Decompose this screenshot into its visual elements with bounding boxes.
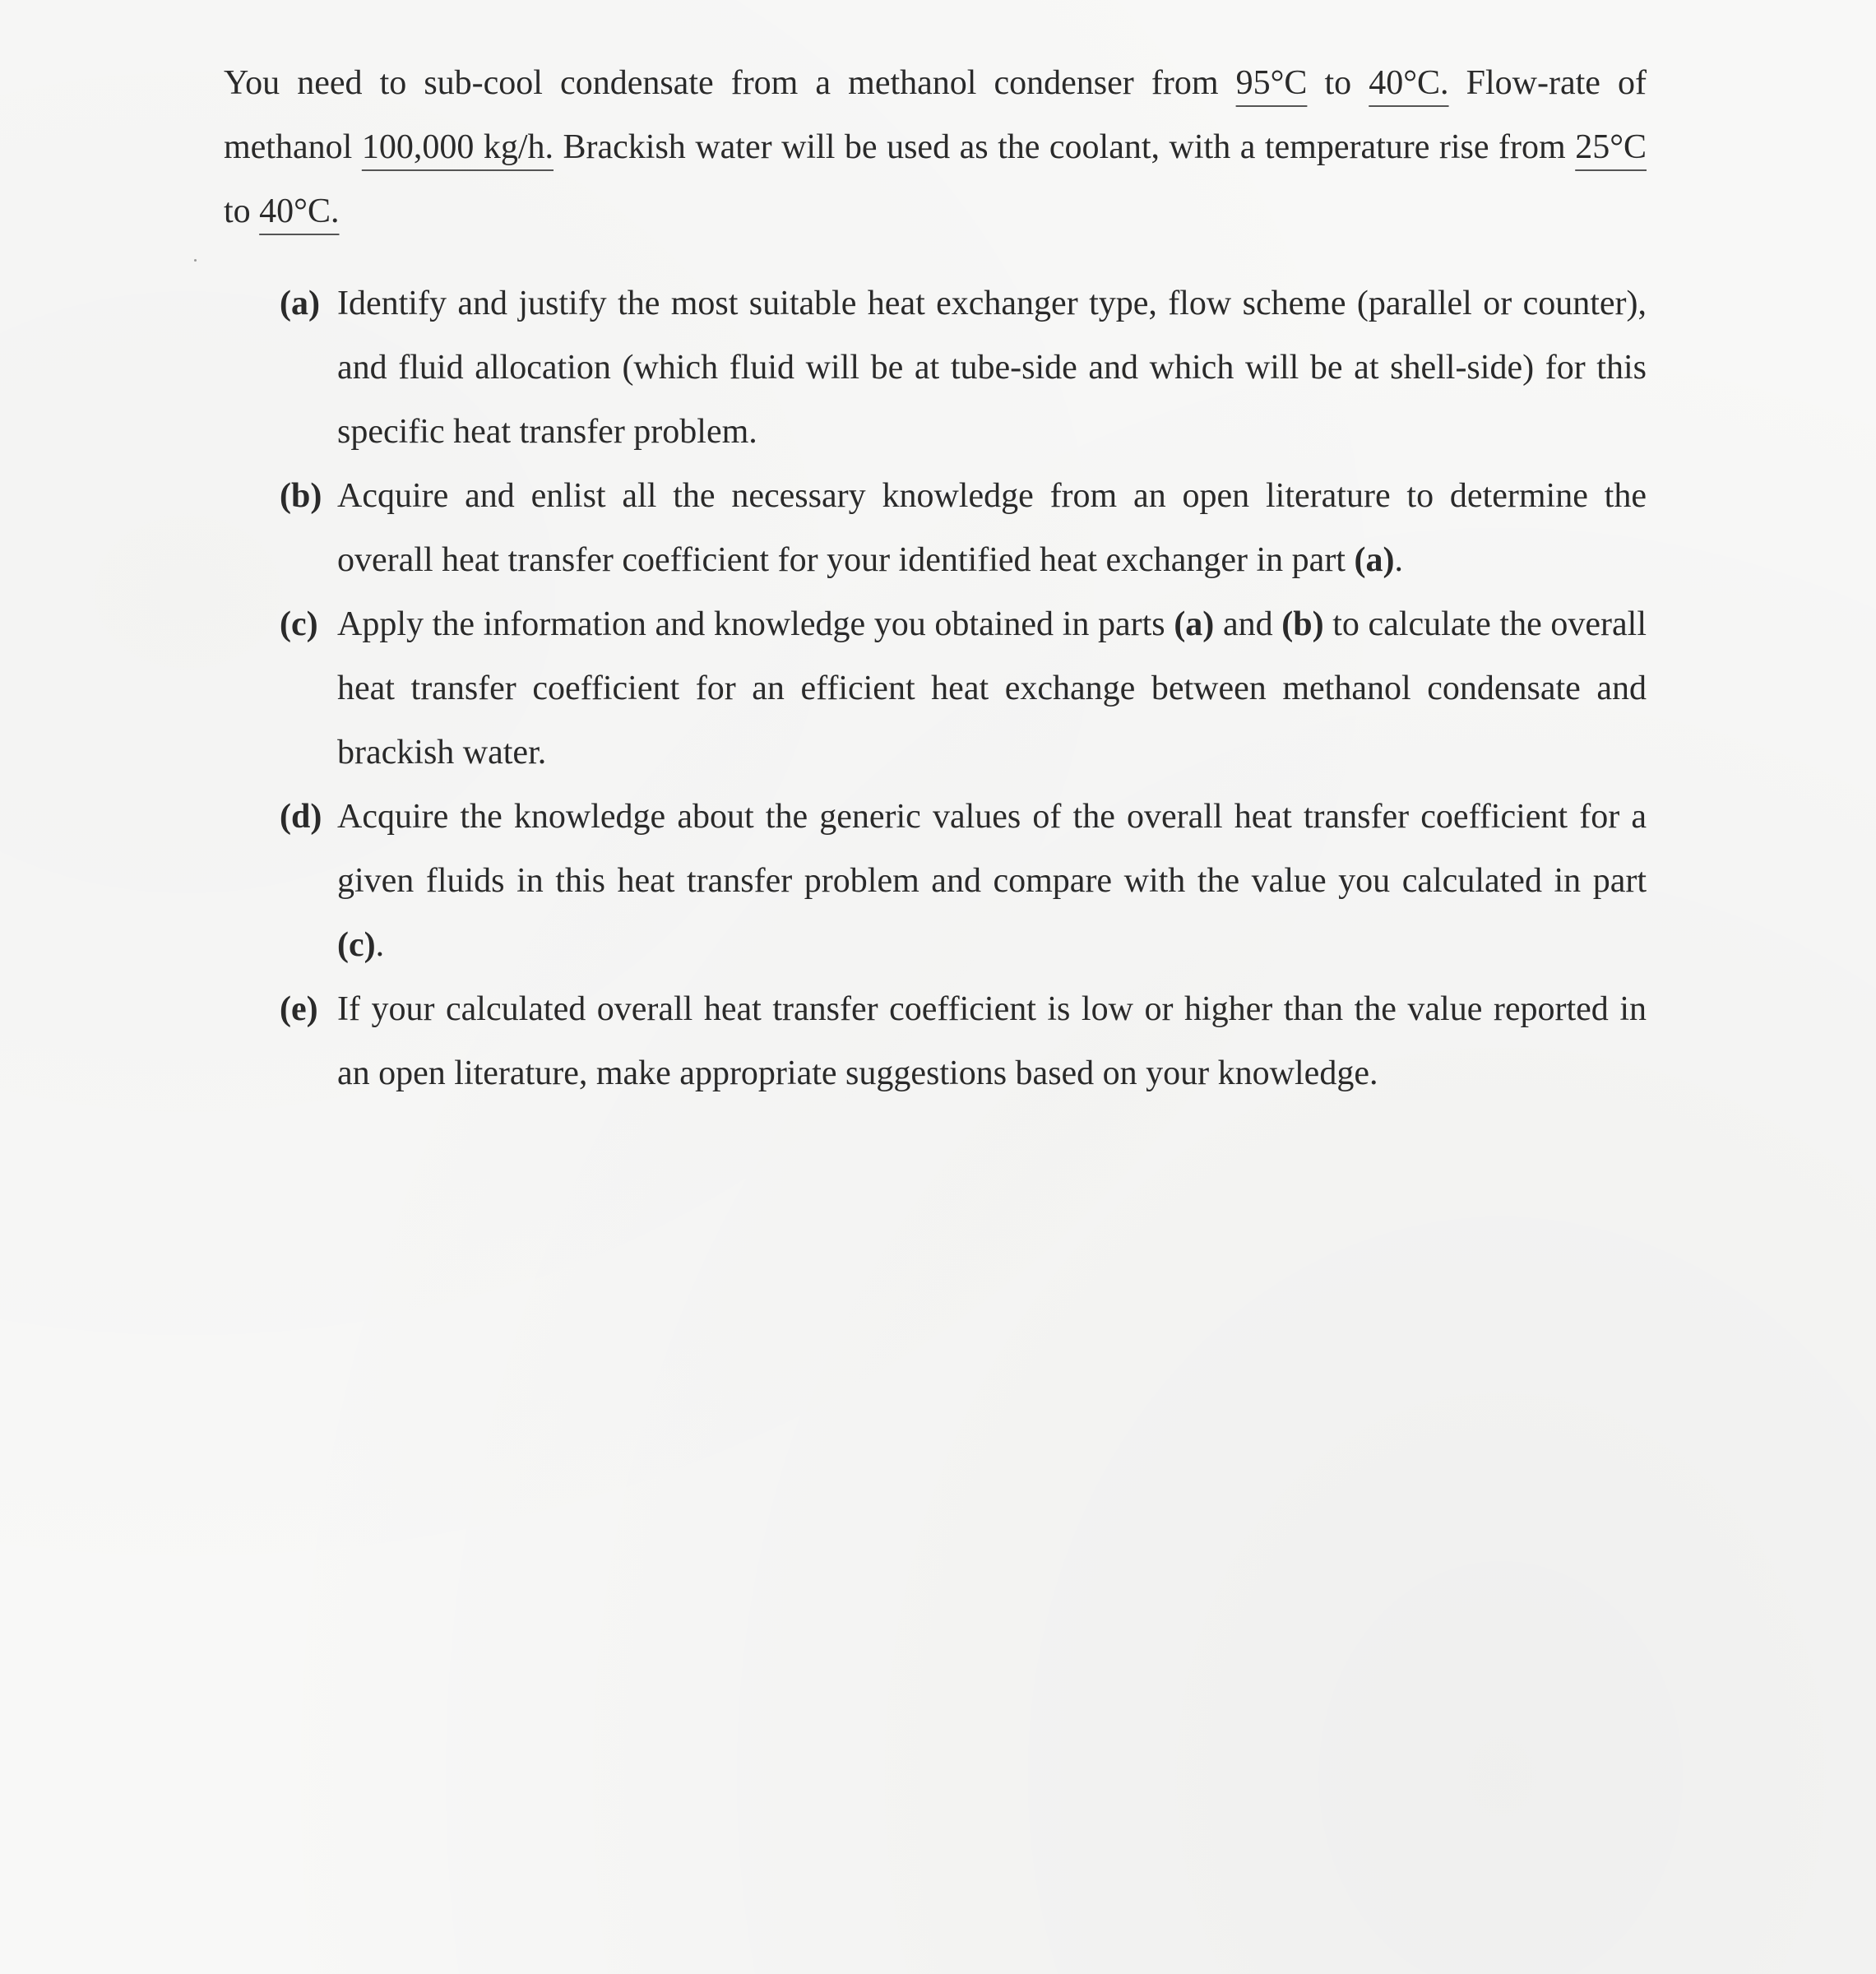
question-list: [280, 271, 1647, 1105]
outlet-temperature: 40°C.: [1369, 64, 1449, 102]
intro-text-4: Brackish water will be used as the coolant, with a temperature rise from: [554, 128, 1576, 166]
stray-mark: [194, 259, 197, 262]
question-e: [280, 977, 1647, 1105]
question-text: to calculate the overall heat transfer coefficient for an efficient heat exchange between methanol condensate and brackish water.: [337, 605, 1647, 772]
question-label: (c): [280, 605, 318, 643]
part-reference: (a): [1354, 541, 1395, 579]
question-end: .: [375, 926, 385, 964]
question-c: [280, 592, 1647, 785]
intro-text-5: to: [224, 192, 260, 230]
intro-text-1: You need to sub-cool condensate from a methanol condenser from: [224, 64, 1236, 102]
part-reference: (b): [1281, 605, 1324, 643]
question-label: (e): [280, 990, 318, 1028]
question-text: If your calculated overall heat transfer coefficient is low or higher than the value reported in an open literature, make appropriate suggestions based on your knowledge.: [337, 990, 1647, 1092]
intro-text-2: to: [1307, 64, 1369, 102]
question-end: .: [1394, 541, 1403, 579]
question-label: (a): [280, 285, 320, 322]
problem-statement: [224, 51, 1647, 243]
part-reference: (c): [337, 926, 376, 964]
question-text: Apply the information and knowledge you obtained in parts: [337, 605, 1174, 643]
question-text: Identify and justify the most suitable heat exchanger type, flow scheme (parallel or counter), and fluid allocation (which fluid will be at tube-side and which will be at shell-side) for this specific heat transfer problem.: [337, 285, 1647, 451]
coolant-outlet-temperature: 40°C.: [259, 192, 340, 230]
question-text: and: [1214, 605, 1282, 643]
intro-text-3: Flow-rate of methanol: [224, 64, 1647, 166]
question-label: (b): [280, 477, 322, 515]
question-label: (d): [280, 798, 322, 836]
inlet-temperature: 95°C: [1235, 64, 1308, 102]
question-b: [280, 464, 1647, 592]
flow-rate-value: 100,000 kg/h.: [361, 128, 554, 166]
part-reference: (a): [1174, 605, 1215, 643]
question-d: [280, 785, 1647, 977]
question-text: Acquire the knowledge about the generic values of the overall heat transfer coefficient for a given fluids in this heat transfer problem and compare with the value you calculated in part: [337, 798, 1647, 900]
question-text: Acquire and enlist all the necessary knowledge from an open literature to determine the overall heat transfer coefficient for your identified heat exchanger in part: [337, 477, 1647, 579]
question-a: [280, 271, 1647, 464]
coolant-inlet-temperature: 25°C: [1575, 128, 1647, 166]
